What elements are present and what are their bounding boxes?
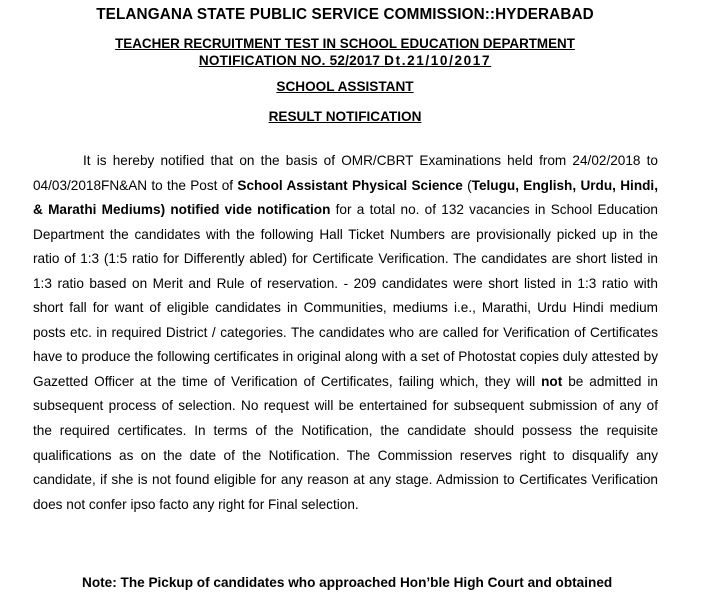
body-text-4: be admitted in subsequent process of selection. No request will be entertained for subsequent submission of any of the required certificates. In terms of the Notification, the candidate should possess the requisite qualifications as on the date of the Notification. The Commission reserves right to disqualify any candidate, if she is not found eligible for any reason at any stage. Admission to Certificates Verification does not confer ipso facto any right for Final selection. (33, 373, 658, 512)
notification-date: Dt.21/10/2017 (384, 53, 492, 68)
body-text-2: ( (462, 177, 472, 193)
recruitment-heading: TEACHER RECRUITMENT TEST IN SCHOOL EDUCATION DEPARTMENT (115, 36, 575, 51)
body-text-1: It is hereby notified that on the basis of OMR/CBRT Examinations held from 24/02/2018 to 04/03/2018FN&AN to the Post of (33, 153, 658, 193)
emphasis-not: not (541, 373, 563, 389)
post-name: School Assistant Physical Science (237, 177, 463, 193)
body-text-3: for a total no. of 132 vacancies in School Education Department the candidates with the following Hall Ticket Numbers are provisionally picked up in the ratio of 1:3 (1:5 ratio for Differently abled) for Certificate Verification. The candidates are short listed in 1:3 ratio based on Merit and Rule of reservation. - 209 candidates were short listed in 1:3 ratio with short fall for want of eligible candidates in Communities, mediums i.e., Marathi, Urdu Hindi medium posts etc. in required District / categories. The candidates who are called for Verification of Certificates have to produce the following certificates in original along with a set of Photostat copies duly attested by Gazetted Officer at the time of Verification of Certificates, failing which, they will (33, 202, 658, 389)
post-heading: SCHOOL ASSISTANT (276, 79, 414, 94)
notification-body (33, 149, 658, 517)
notification-number-text: NOTIFICATION NO. 52/2017 (198, 53, 381, 68)
note-text: Note: The Pickup of candidates who approached Hon’ble High Court and obtained (82, 575, 613, 590)
commission-heading: TELANGANA STATE PUBLIC SERVICE COMMISSION::HYDERABAD (96, 6, 594, 23)
notification-number (0, 53, 690, 68)
result-heading: RESULT NOTIFICATION (268, 109, 422, 124)
mediums-text: Telugu, English, Urdu, Hindi, & Marathi Mediums) notified vide notification (33, 177, 658, 218)
